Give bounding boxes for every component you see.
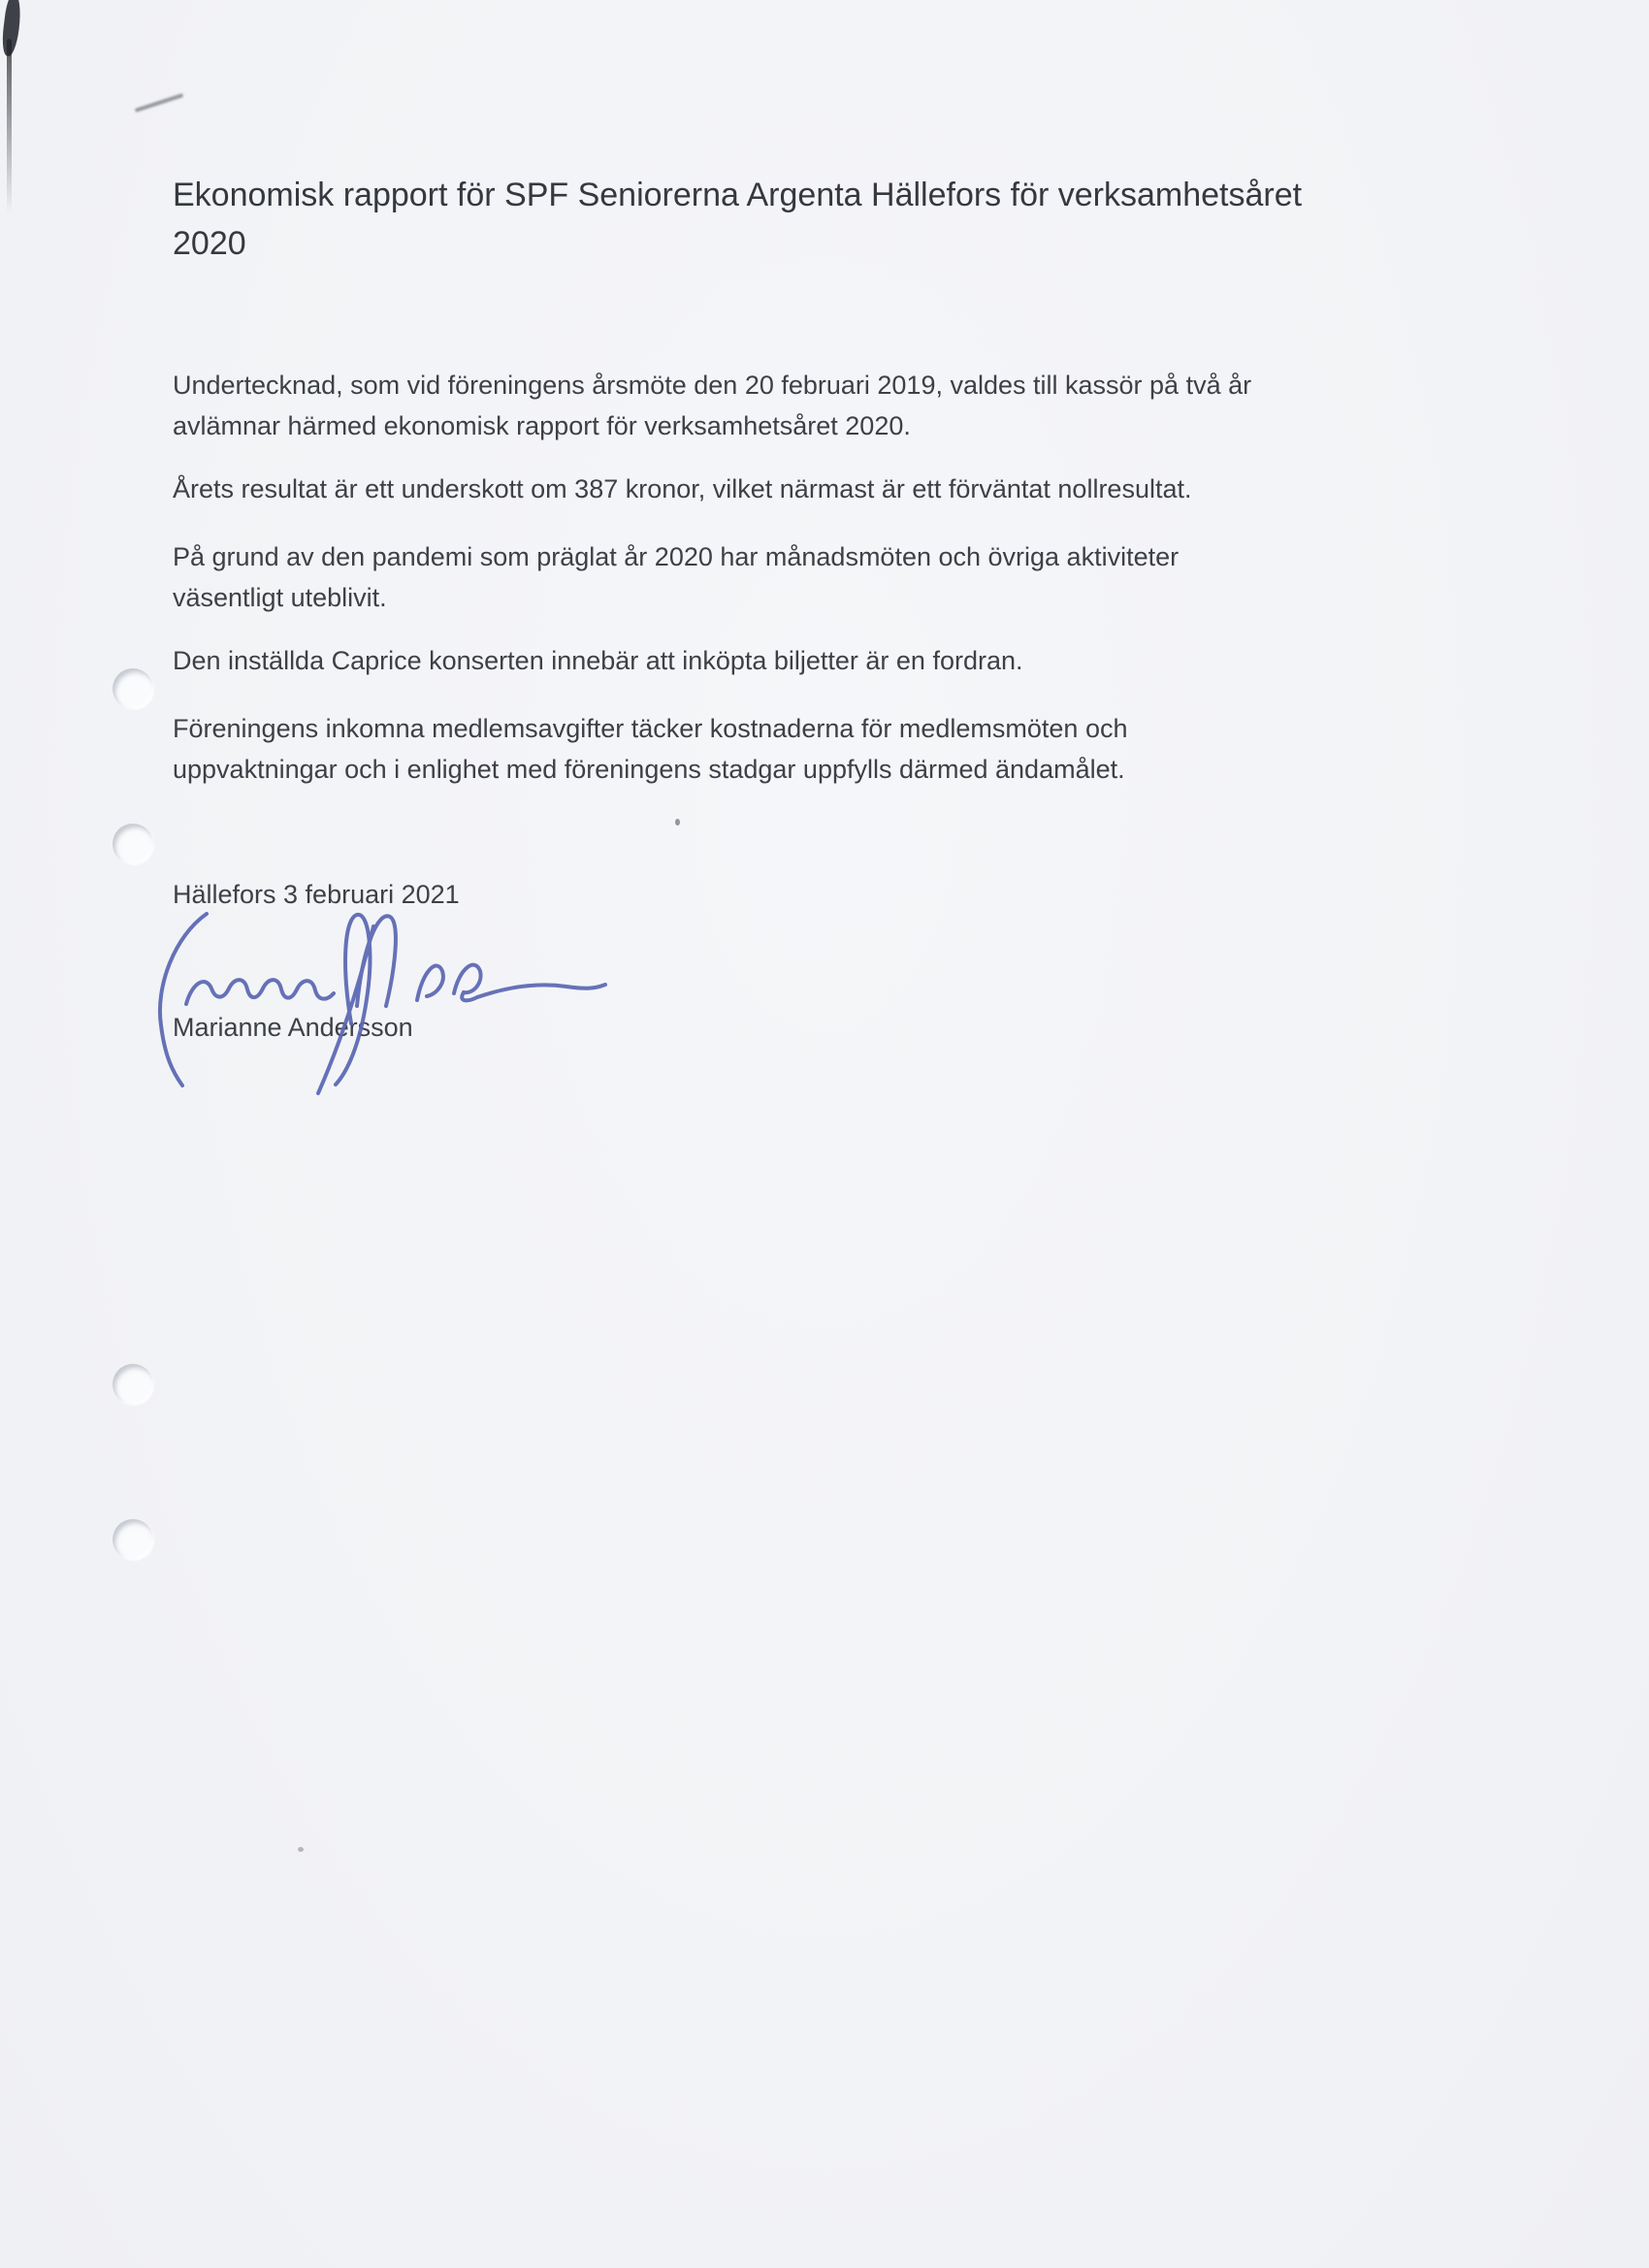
- paragraph-line: väsentligt uteblivit.: [173, 583, 387, 612]
- paper-speck: [298, 1847, 304, 1852]
- paragraph-intro: [173, 365, 1531, 446]
- scan-corner-artifact: [0, 0, 23, 57]
- document-title-line: Ekonomisk rapport för SPF Seniorerna Argenta Hällefors för verksamhetsåret: [173, 177, 1303, 213]
- paragraph-line: avlämnar härmed ekonomisk rapport för verksamhetsåret 2020.: [173, 411, 911, 440]
- paragraph-line: Den inställda Caprice konserten innebär att inköpta biljetter är en fordran.: [173, 646, 1023, 675]
- signatory-name: Marianne Andersson: [173, 1013, 413, 1042]
- punch-hole: [113, 824, 153, 864]
- paragraph-concert: [173, 640, 1531, 681]
- place-date-text: Hällefors 3 februari 2021: [173, 880, 460, 909]
- paragraph-line: På grund av den pandemi som präglat år 2020 har månadsmöten och övriga aktiviteter: [173, 542, 1180, 571]
- paragraph-membership-fees: [173, 708, 1531, 790]
- paragraph-line: Föreningens inkomna medlemsavgifter täcker kostnaderna för medlemsmöten och: [173, 714, 1128, 743]
- punch-hole: [113, 668, 153, 709]
- paragraph-line: Årets resultat är ett underskott om 387 kronor, vilket närmast är ett förväntat nollresultat.: [173, 474, 1192, 503]
- paragraph-result: [173, 469, 1531, 509]
- punch-hole: [113, 1519, 153, 1560]
- scan-scratch-artifact: [135, 93, 184, 113]
- document-title: [173, 171, 1531, 268]
- document-title-line: 2020: [173, 225, 246, 262]
- handwritten-signature: [97, 897, 698, 1106]
- punch-hole: [113, 1364, 153, 1405]
- paragraph-line: Undertecknad, som vid föreningens årsmöte den 20 februari 2019, valdes till kassör på två år: [173, 371, 1252, 400]
- paragraph-line: uppvaktningar och i enlighet med föreningens stadgar uppfylls därmed ändamålet.: [173, 755, 1125, 784]
- paper-speck: [675, 819, 680, 826]
- scan-edge-shadow: [7, 39, 12, 213]
- paragraph-pandemic: [173, 536, 1531, 618]
